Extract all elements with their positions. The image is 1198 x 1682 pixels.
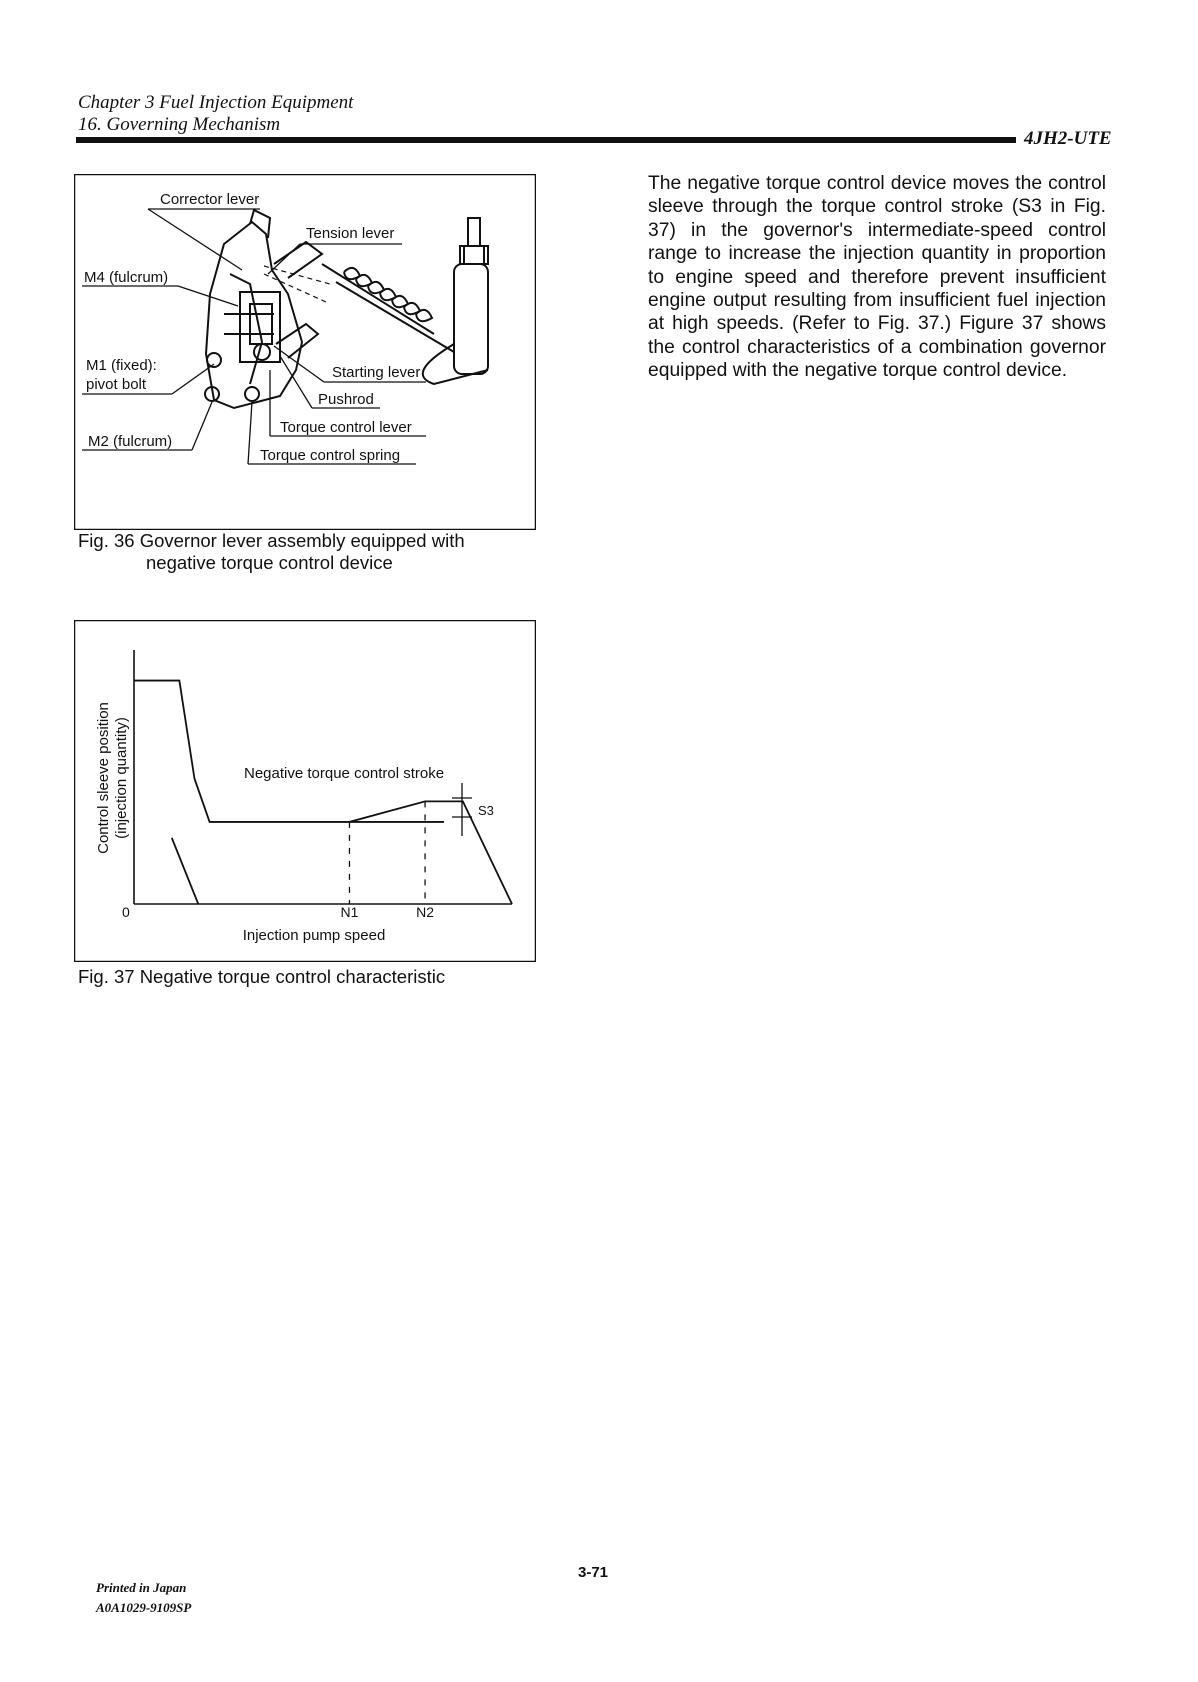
label-m4-fulcrum: M4 (fulcrum) <box>84 269 169 286</box>
fig37-frame <box>75 621 536 962</box>
header-rule <box>76 137 1016 143</box>
label-m1-fixed: M1 (fixed): <box>86 357 157 374</box>
y-axis-title-line2: (injection quantity) <box>113 717 130 839</box>
fig37-chart <box>74 620 536 962</box>
fig36-caption-line2: negative torque control device <box>146 552 393 573</box>
fig37-caption: Fig. 37 Negative torque control characteristic <box>78 966 446 987</box>
fig36-diagram <box>74 174 536 530</box>
series-line-0 <box>134 681 512 904</box>
s3-label: S3 <box>478 803 494 818</box>
n2-tick-label: N2 <box>416 904 435 920</box>
label-torque-control-lever: Torque control lever <box>280 419 412 436</box>
chapter-title: Chapter 3 Fuel Injection Equipment <box>78 92 354 113</box>
x-axis-title: Injection pump speed <box>242 927 386 944</box>
label-tension-lever: Tension lever <box>306 225 395 242</box>
series-line-2 <box>172 838 198 904</box>
governor-spring <box>322 264 454 352</box>
n1-tick-label: N1 <box>340 904 359 920</box>
label-corrector-lever: Corrector lever <box>160 191 260 208</box>
lever-bracket <box>423 218 488 384</box>
fig36-caption <box>78 530 548 574</box>
section-title: 16. Governing Mechanism <box>78 114 281 135</box>
label-pivot-bolt: pivot bolt <box>86 376 147 393</box>
footer-code: A0A1029-9109SP <box>96 1600 192 1615</box>
page-number: 3-71 <box>578 1564 609 1581</box>
governor-lever-body <box>205 210 322 408</box>
label-starting-lever: Starting lever <box>332 364 421 381</box>
origin-label: 0 <box>122 904 130 920</box>
label-pushrod: Pushrod <box>318 391 374 408</box>
model-code: 4JH2-UTE <box>1024 128 1112 149</box>
label-m2-fulcrum: M2 (fulcrum) <box>88 433 173 450</box>
fig36-caption-line1: Fig. 36 Governor lever assembly equipped with <box>78 530 465 551</box>
label-torque-control-spring: Torque control spring <box>260 447 401 464</box>
footer-printed: Printed in Japan <box>96 1580 187 1595</box>
y-axis-title-line1: Control sleeve position <box>95 702 112 854</box>
body-paragraph: The negative torque control device moves the control sleeve through the torque control stroke (S3 in Fig. 37) in the governor's intermediate-speed control range to increase the injection quantity in proportion to engine speed and therefore prevent insufficient engine output resulting from insufficient fuel injection at high speeds. (Refer to Fig. 37.) Figure 37 shows the control characteristics of a combination governor equipped with the negative torque control device. <box>648 173 1106 382</box>
stroke-annotation: Negative torque control stroke <box>244 765 445 782</box>
